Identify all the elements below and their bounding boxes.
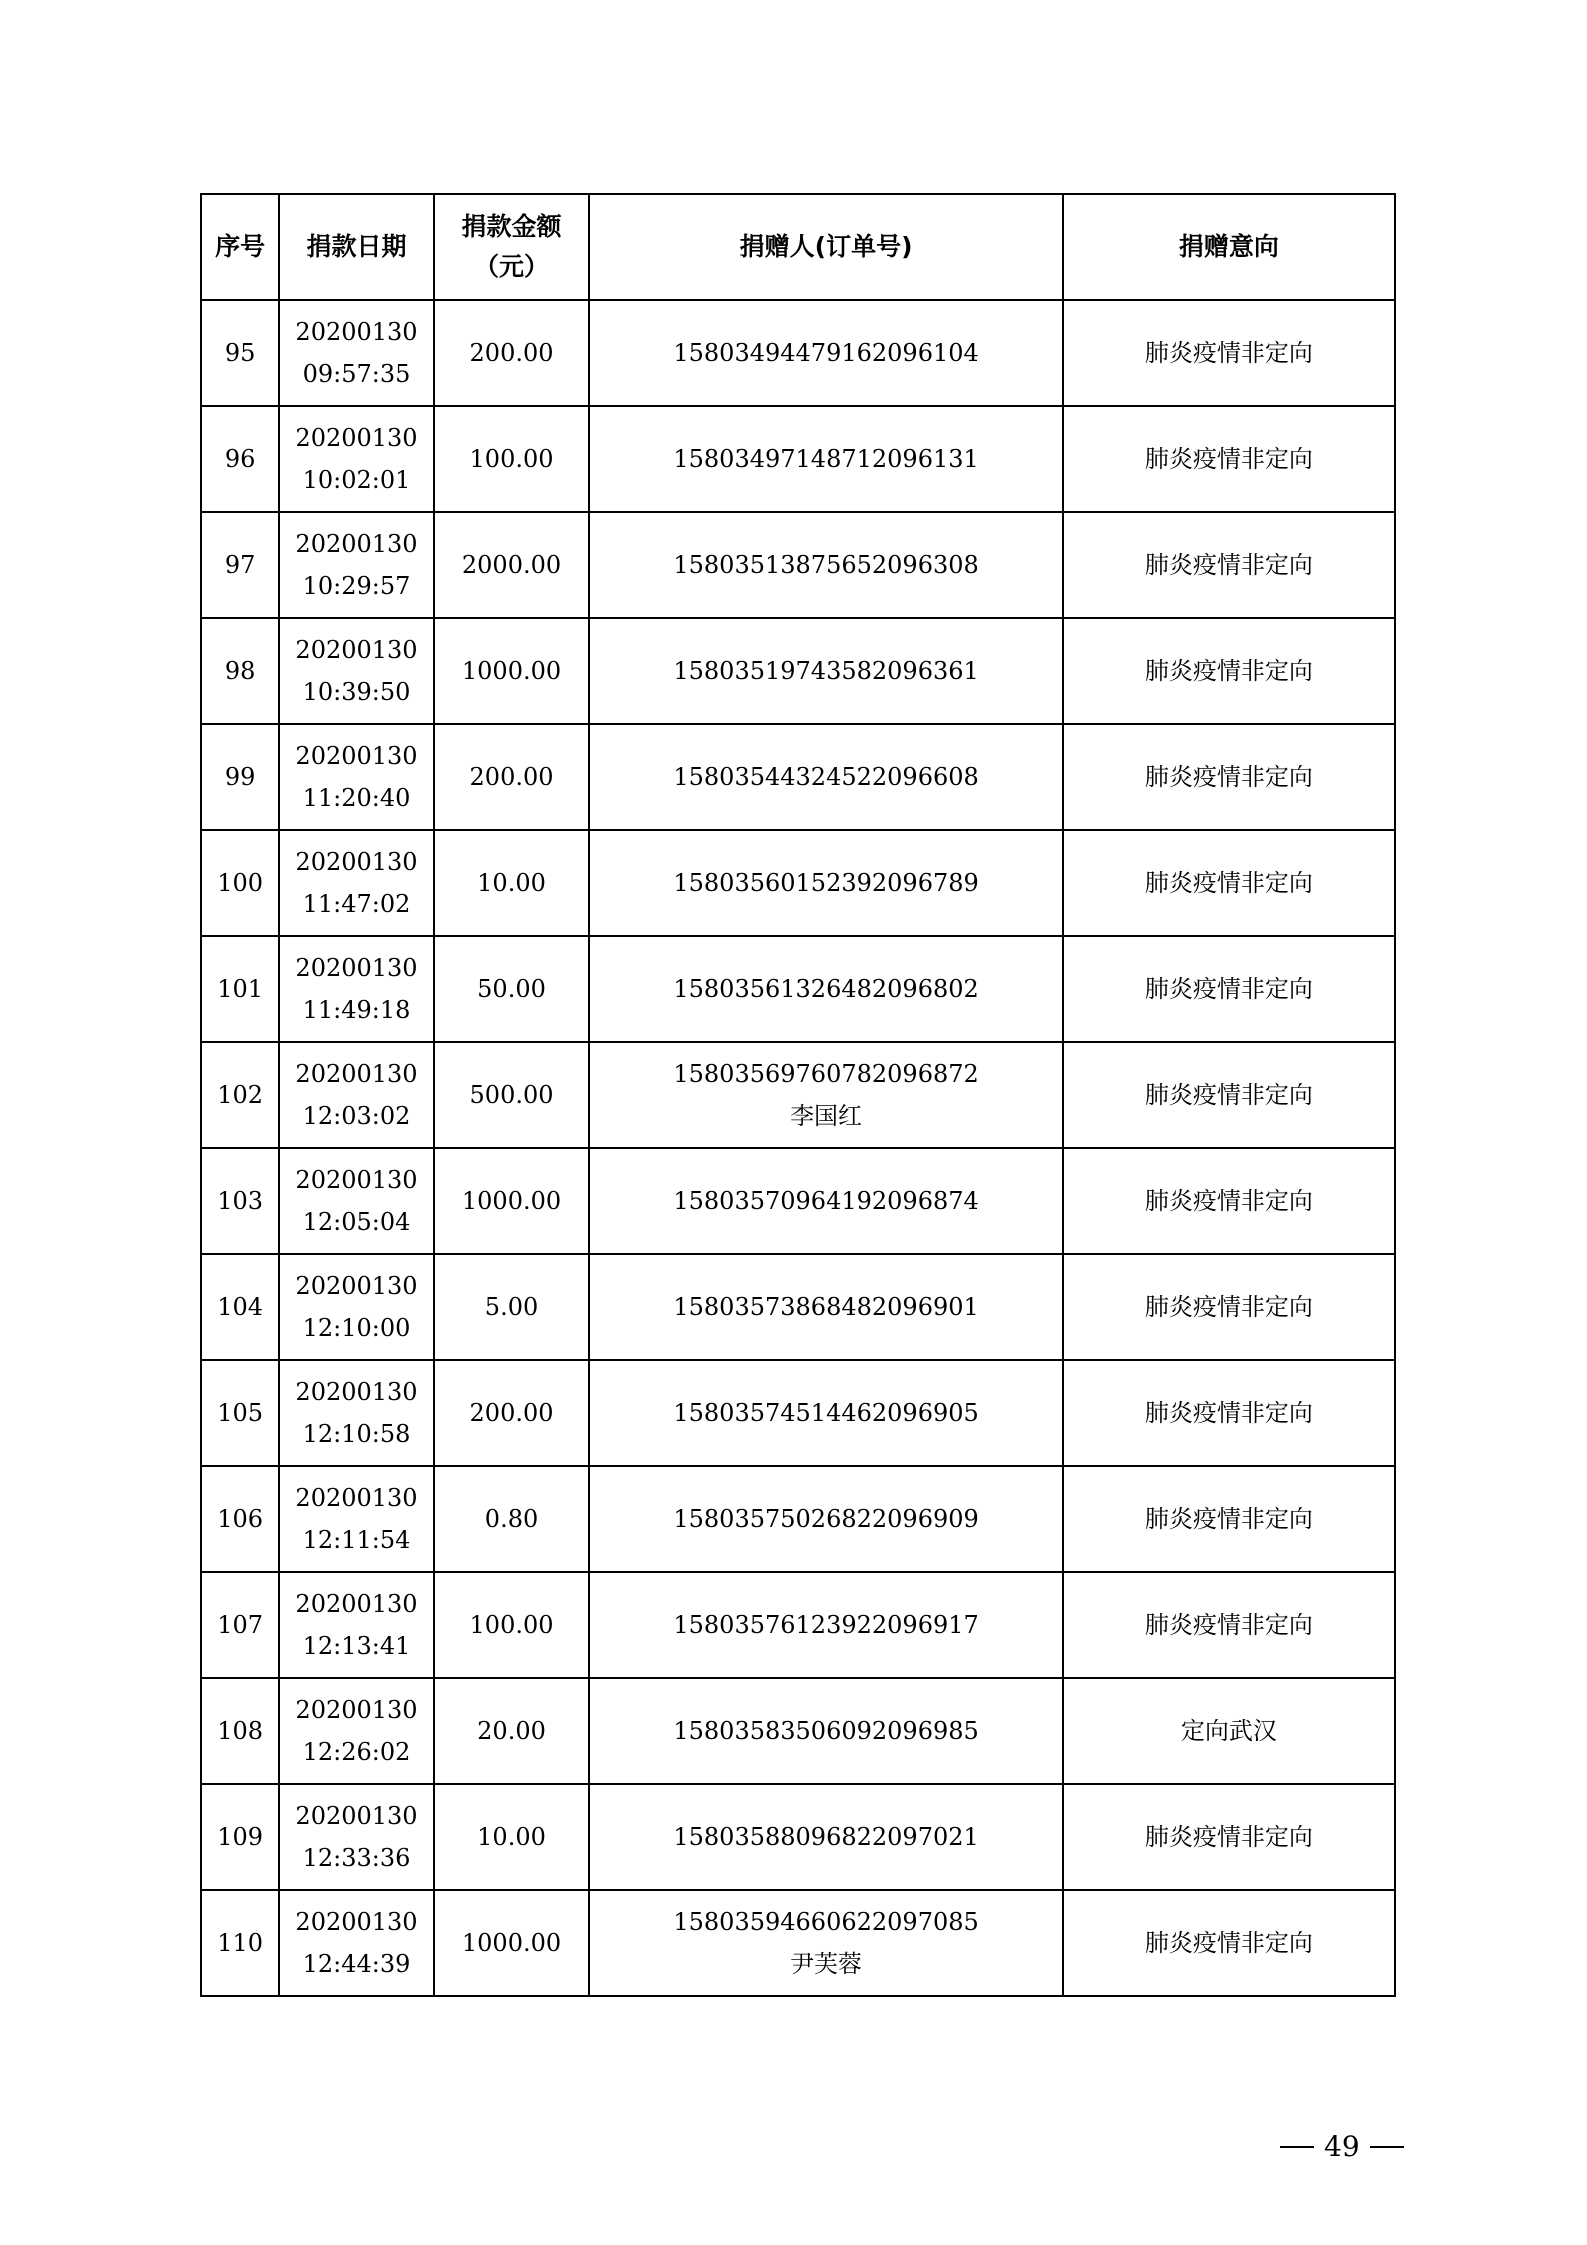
header-intent: 捐赠意向 [1063,194,1395,300]
cell-amount [434,300,590,406]
intent-value: 肺炎疫情非定向 [1144,763,1313,791]
time-value: 12:13:41 [302,1632,411,1660]
cell-seq [201,1784,279,1890]
time-value: 10:29:57 [302,572,411,600]
seq-value: 103 [217,1187,264,1215]
amount-value: 20.00 [477,1717,546,1745]
cell-amount [434,618,590,724]
date-value: 20200130 [295,1378,418,1406]
table-row [201,1148,1395,1254]
cell-intent [1063,936,1395,1042]
time-value: 09:57:35 [302,360,411,388]
cell-date [279,1254,434,1360]
intent-value: 肺炎疫情非定向 [1144,1505,1313,1533]
amount-value: 500.00 [469,1081,554,1109]
intent-value: 肺炎疫情非定向 [1144,551,1313,579]
seq-value: 109 [217,1823,264,1851]
date-value: 20200130 [295,1802,418,1830]
order-number: 15803573868482096901 [673,1293,979,1321]
order-number: 15803519743582096361 [673,657,979,685]
time-value: 11:20:40 [302,784,411,812]
seq-value: 105 [217,1399,264,1427]
time-value: 11:49:18 [302,996,411,1024]
cell-seq [201,1466,279,1572]
table-row [201,1678,1395,1784]
time-value: 12:10:58 [302,1420,411,1448]
date-value: 20200130 [295,954,418,982]
cell-date [279,724,434,830]
page-number: 49 [1324,2130,1360,2163]
footer-dash-right [1370,2146,1404,2148]
cell-seq [201,1890,279,1996]
cell-donor [589,830,1063,936]
table-row [201,936,1395,1042]
order-number: 15803497148712096131 [673,445,979,473]
amount-value: 100.00 [469,1611,554,1639]
cell-donor [589,1678,1063,1784]
cell-seq [201,1148,279,1254]
time-value: 10:02:01 [302,466,411,494]
cell-amount [434,936,590,1042]
table-row [201,1890,1395,1996]
intent-value: 肺炎疫情非定向 [1144,1611,1313,1639]
order-number: 15803575026822096909 [673,1505,979,1533]
cell-intent [1063,1042,1395,1148]
date-value: 20200130 [295,1484,418,1512]
table-body [201,300,1395,1996]
cell-seq [201,1360,279,1466]
date-value: 20200130 [295,530,418,558]
seq-value: 99 [224,763,256,791]
cell-donor [589,300,1063,406]
cell-donor [589,512,1063,618]
intent-value: 肺炎疫情非定向 [1144,1293,1313,1321]
amount-value: 2000.00 [461,551,562,579]
cell-donor [589,618,1063,724]
amount-value: 50.00 [477,975,546,1003]
cell-amount [434,724,590,830]
intent-value: 肺炎疫情非定向 [1144,1187,1313,1215]
cell-date [279,1042,434,1148]
cell-amount [434,1360,590,1466]
order-number: 15803588096822097021 [673,1823,979,1851]
cell-intent [1063,618,1395,724]
cell-intent [1063,1890,1395,1996]
cell-amount [434,1254,590,1360]
cell-donor [589,1784,1063,1890]
cell-seq [201,406,279,512]
order-number: 15803560152392096789 [673,869,979,897]
cell-date [279,618,434,724]
order-number: 15803544324522096608 [673,763,979,791]
seq-value: 106 [217,1505,264,1533]
cell-intent [1063,1148,1395,1254]
table-row [201,1572,1395,1678]
intent-value: 肺炎疫情非定向 [1144,657,1313,685]
date-value: 20200130 [295,1908,418,1936]
table-row [201,618,1395,724]
order-number: 15803570964192096874 [673,1187,979,1215]
cell-intent [1063,406,1395,512]
seq-value: 95 [224,339,256,367]
table-row [201,1784,1395,1890]
seq-value: 108 [217,1717,264,1745]
time-value: 11:47:02 [302,890,411,918]
time-value: 10:39:50 [302,678,411,706]
footer-dash-left [1280,2146,1314,2148]
cell-seq [201,512,279,618]
order-number: 15803594660622097085 [673,1908,979,1936]
seq-value: 101 [217,975,264,1003]
seq-value: 110 [217,1929,264,1957]
cell-date [279,1678,434,1784]
cell-amount [434,1148,590,1254]
amount-value: 200.00 [469,1399,554,1427]
seq-value: 102 [217,1081,264,1109]
intent-value: 肺炎疫情非定向 [1144,869,1313,897]
amount-value: 10.00 [477,1823,546,1851]
table-row [201,1466,1395,1572]
amount-value: 100.00 [469,445,554,473]
order-number: 15803561326482096802 [673,975,979,1003]
intent-value: 肺炎疫情非定向 [1144,445,1313,473]
cell-amount [434,1784,590,1890]
seq-value: 96 [224,445,256,473]
table-row [201,1360,1395,1466]
cell-intent [1063,1678,1395,1784]
cell-intent [1063,512,1395,618]
cell-donor [589,724,1063,830]
amount-value: 1000.00 [461,1929,562,1957]
intent-value: 肺炎疫情非定向 [1144,1929,1313,1957]
date-value: 20200130 [295,1060,418,1088]
date-value: 20200130 [295,848,418,876]
donor-name: 李国红 [790,1102,863,1130]
date-value: 20200130 [295,1696,418,1724]
time-value: 12:05:04 [302,1208,411,1236]
cell-amount [434,1890,590,1996]
cell-seq [201,300,279,406]
cell-amount [434,1678,590,1784]
order-number: 15803583506092096985 [673,1717,979,1745]
table-row [201,300,1395,406]
donor-name: 尹芙蓉 [790,1950,863,1978]
donation-table [200,193,1396,1997]
order-number: 15803494479162096104 [673,339,979,367]
cell-donor [589,406,1063,512]
cell-seq [201,830,279,936]
order-number: 15803569760782096872 [673,1060,979,1088]
cell-donor [589,1572,1063,1678]
cell-amount [434,1466,590,1572]
intent-value: 肺炎疫情非定向 [1144,1081,1313,1109]
amount-value: 200.00 [469,763,554,791]
date-value: 20200130 [295,1590,418,1618]
date-value: 20200130 [295,1166,418,1194]
seq-value: 107 [217,1611,264,1639]
cell-seq [201,1042,279,1148]
cell-date [279,1572,434,1678]
cell-seq [201,1678,279,1784]
cell-intent [1063,1254,1395,1360]
intent-value: 肺炎疫情非定向 [1144,1823,1313,1851]
cell-intent [1063,300,1395,406]
cell-amount [434,406,590,512]
time-value: 12:10:00 [302,1314,411,1342]
cell-amount [434,1572,590,1678]
intent-value: 肺炎疫情非定向 [1144,975,1313,1003]
cell-amount [434,1042,590,1148]
cell-seq [201,1254,279,1360]
cell-date [279,406,434,512]
cell-donor [589,1254,1063,1360]
amount-value: 200.00 [469,339,554,367]
amount-value: 10.00 [477,869,546,897]
cell-date [279,936,434,1042]
table-row [201,406,1395,512]
table-row [201,512,1395,618]
header-donor: 捐赠人(订单号) [589,194,1063,300]
cell-date [279,830,434,936]
cell-date [279,1360,434,1466]
cell-donor [589,1360,1063,1466]
table-row [201,830,1395,936]
time-value: 12:26:02 [302,1738,411,1766]
time-value: 12:03:02 [302,1102,411,1130]
order-number: 15803576123922096917 [673,1611,979,1639]
cell-seq [201,724,279,830]
cell-donor [589,936,1063,1042]
cell-intent [1063,724,1395,830]
table-header [201,194,1395,300]
cell-donor [589,1042,1063,1148]
cell-date [279,1148,434,1254]
amount-value: 1000.00 [461,1187,562,1215]
date-value: 20200130 [295,318,418,346]
cell-seq [201,1572,279,1678]
page-footer [1270,2130,1414,2163]
seq-value: 98 [224,657,256,685]
date-value: 20200130 [295,636,418,664]
order-number: 15803513875652096308 [673,551,979,579]
cell-amount [434,512,590,618]
cell-intent [1063,1572,1395,1678]
time-value: 12:11:54 [302,1526,411,1554]
cell-intent [1063,830,1395,936]
date-value: 20200130 [295,424,418,452]
amount-value: 0.80 [484,1505,539,1533]
header-seq: 序号 [201,194,279,300]
time-value: 12:44:39 [302,1950,411,1978]
cell-intent [1063,1360,1395,1466]
date-value: 20200130 [295,1272,418,1300]
order-number: 15803574514462096905 [673,1399,979,1427]
cell-date [279,300,434,406]
cell-donor [589,1466,1063,1572]
seq-value: 97 [224,551,256,579]
cell-date [279,1784,434,1890]
amount-value: 1000.00 [461,657,562,685]
table-row [201,1254,1395,1360]
cell-date [279,1466,434,1572]
intent-value: 定向武汉 [1180,1717,1277,1745]
intent-value: 肺炎疫情非定向 [1144,339,1313,367]
header-amount [434,194,590,300]
cell-intent [1063,1784,1395,1890]
cell-seq [201,936,279,1042]
header-row [201,194,1395,300]
cell-donor [589,1890,1063,1996]
time-value: 12:33:36 [302,1844,411,1872]
seq-value: 104 [217,1293,264,1321]
intent-value: 肺炎疫情非定向 [1144,1399,1313,1427]
cell-date [279,512,434,618]
cell-date [279,1890,434,1996]
cell-intent [1063,1466,1395,1572]
table-row [201,724,1395,830]
header-amount-line1: 捐款金额 [461,212,562,241]
header-amount-line2: （元） [474,252,550,281]
cell-donor [589,1148,1063,1254]
seq-value: 100 [217,869,264,897]
cell-amount [434,830,590,936]
table-row [201,1042,1395,1148]
header-date: 捐款日期 [279,194,434,300]
amount-value: 5.00 [484,1293,539,1321]
date-value: 20200130 [295,742,418,770]
cell-seq [201,618,279,724]
